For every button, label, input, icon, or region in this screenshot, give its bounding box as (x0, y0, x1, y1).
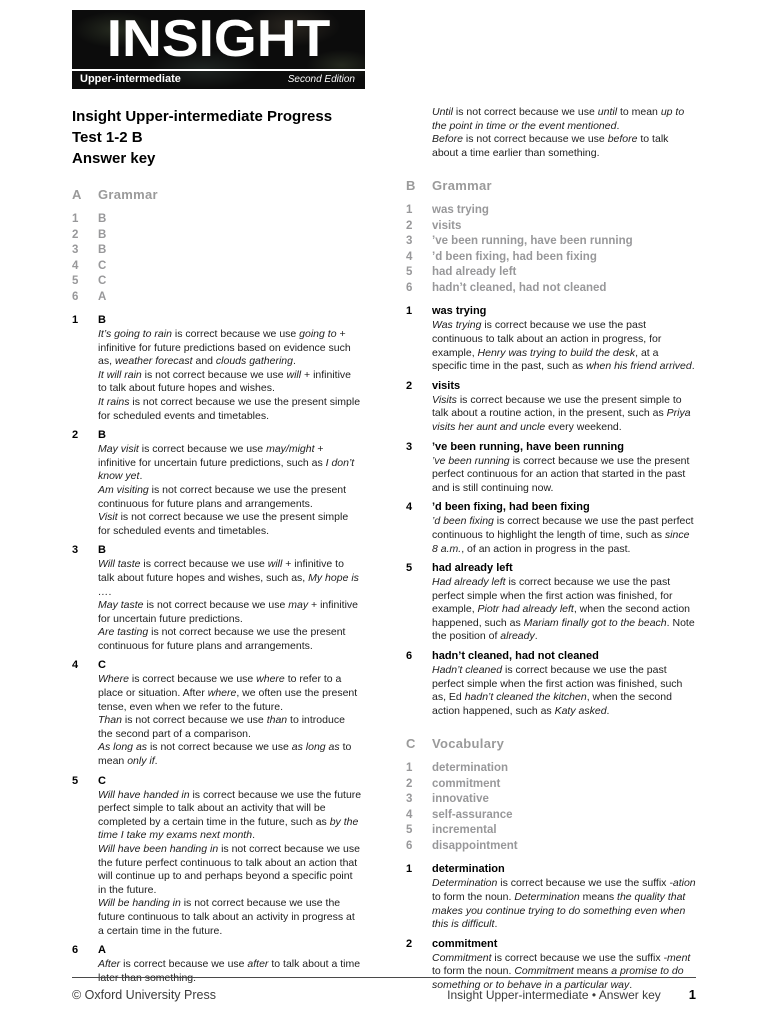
answer-text: was trying (432, 204, 489, 217)
explanation-body (406, 576, 696, 644)
answer-number: 5 (406, 824, 413, 837)
answer-row (406, 839, 696, 855)
explanation-item (72, 543, 362, 653)
section-heading (406, 736, 696, 751)
answer-row (406, 281, 696, 297)
explanation-paragraph: Visit is not correct because we use the present simple for scheduled events and timetables. (98, 511, 349, 537)
answer-text: determination (432, 762, 509, 775)
explanation-paragraph: May taste is not correct because we use may + infinitive for uncertain future predictions. (98, 599, 359, 625)
explanation-item (406, 500, 696, 556)
answer-row (72, 290, 362, 306)
explanation-body (72, 328, 362, 423)
explanation-body (72, 443, 362, 538)
answer-text: C (98, 259, 107, 272)
explanation-item (72, 428, 362, 538)
answer-text: self-assurance (432, 808, 513, 821)
explanation-number: 5 (72, 774, 79, 787)
explanation-heading (72, 313, 362, 327)
explanation-item (406, 561, 696, 644)
explanation-item (406, 649, 696, 718)
explanation-item (406, 304, 696, 373)
explanation-number: 5 (406, 562, 413, 575)
explanation-item (72, 658, 362, 768)
footer-right (447, 987, 696, 1002)
explanation-paragraph: It rains is not correct because we use the present simple for scheduled events and timetables. (98, 395, 361, 422)
answer-row (72, 212, 362, 228)
answer-text: commitment (432, 777, 501, 790)
explanation-paragraph: Before is not correct because we use before to talk about a time earlier than something. (432, 133, 669, 159)
explanation-body (406, 394, 696, 435)
explanation-number: 1 (406, 305, 413, 318)
answer-text: visits (432, 219, 462, 232)
explanation-paragraph: Will taste is correct because we use will + infinitive to talk about future hopes and wishes, such as, My hope is …. (98, 558, 359, 598)
footer-credit-text: Insight Upper-intermediate • Answer key (447, 988, 661, 1002)
answer-text: innovative (432, 793, 489, 806)
explanation-paragraph: Hadn’t cleaned is correct because we use the past perfect simple when the first action was finished, such as, Ed hadn’t cleaned the kitchen, when the second action happened, such as Katy asked. (432, 664, 683, 717)
explanation-paragraph: It will rain is not correct because we use will + infinitive to talk about future hopes and wishes. (98, 368, 352, 395)
explanation-body (406, 319, 696, 373)
answer-row (406, 203, 696, 219)
answer-row (406, 234, 696, 250)
explanation-item (406, 440, 696, 496)
answer-text: B (98, 244, 107, 256)
answer-number: 1 (406, 204, 413, 217)
explanation-heading (406, 561, 696, 575)
right-column (406, 106, 696, 993)
explanations-list (406, 304, 696, 718)
explanation-number: 2 (406, 937, 413, 950)
answer-text: B (98, 228, 107, 241)
section-letter: B (406, 178, 416, 194)
explanation-answer: B (98, 544, 106, 557)
copyright-text: © Oxford University Press (72, 988, 216, 1002)
explanation-heading (406, 304, 696, 318)
explanation-number: 3 (406, 440, 413, 453)
section-c-vocabulary (406, 736, 696, 992)
section-b-grammar (406, 178, 696, 718)
section-heading (72, 187, 362, 202)
explanation-answer: C (98, 774, 106, 787)
explanation-answer: visits (432, 379, 461, 392)
explanation-paragraph: Will be handing in is not correct because we use the future continuous to talk about an activity in progress at a certain time in the future. (98, 897, 355, 937)
explanation-paragraph: Commitment is correct because we use the suffix -ment to form the noun. Commitment means a promise to do something or to behave in a particular way. (432, 951, 691, 991)
logo-edition-label: Second Edition (287, 73, 355, 85)
answer-number: 4 (406, 808, 413, 821)
explanation-number: 4 (406, 501, 413, 514)
logo-title: INSIGHT (106, 10, 331, 68)
answer-row (406, 808, 696, 824)
answer-number: 4 (72, 259, 79, 272)
section-title: Vocabulary (432, 736, 505, 752)
explanation-paragraph: Visits is correct because we use the present simple to talk about a routine action, in the present, such as Priya visits her aunt and uncle every weekend. (432, 393, 691, 433)
logo-level-label: Upper-intermediate (80, 73, 181, 85)
answer-number: 1 (72, 213, 79, 225)
explanation-heading (72, 658, 362, 672)
explanations-list (72, 313, 362, 985)
answers-list (406, 203, 696, 296)
explanation-heading (72, 943, 362, 957)
answer-row (72, 243, 362, 259)
explanation-heading (406, 440, 696, 454)
answer-row (406, 792, 696, 808)
left-column (72, 106, 362, 993)
explanation-answer: was trying (432, 305, 487, 318)
explanation-body (406, 455, 696, 496)
explanation-paragraph: Will have been handing in is not correct because we use the future perfect continuous to talk about an action that will continue up to and perhaps beyond a specific point in the future. (98, 843, 360, 896)
explanation-body (406, 515, 696, 556)
answer-row (406, 265, 696, 281)
answer-number: 3 (406, 793, 413, 806)
explanation-answer: ’d been fixing, had been fixing (432, 501, 590, 514)
answer-text: hadn’t cleaned, had not cleaned (432, 281, 607, 294)
answer-number: 5 (72, 275, 79, 287)
explanation-body (72, 789, 362, 939)
explanation-number: 4 (72, 659, 79, 672)
answer-text: C (98, 275, 107, 287)
explanation-paragraph: Had already left is correct because we use the past perfect simple when the first action was finished, for example, Piotr had already left, when the second action happened, such as Mariam finally got to the beach. Note the position of already. (432, 576, 695, 643)
answer-number: 6 (406, 281, 413, 294)
answer-text: disappointment (432, 839, 518, 852)
explanation-body (72, 673, 362, 768)
insight-logo (72, 10, 365, 89)
explanation-paragraph: Until is not correct because we use until to mean up to the point in time or the event mentioned. (432, 106, 685, 132)
explanation-heading (406, 937, 696, 951)
explanation-paragraph: Than is not correct because we use than to introduce the second part of a comparison. (98, 714, 345, 740)
explanation-number: 2 (406, 379, 413, 392)
explanation-heading (406, 379, 696, 393)
explanation-paragraph: After is correct because we use after to talk about a time later than something. (98, 958, 361, 984)
explanation-answer: B (98, 314, 106, 326)
explanation-number: 3 (72, 544, 79, 557)
answer-row (406, 823, 696, 839)
explanation-paragraph: Determination is correct because we use the suffix -ation to form the noun. Determination means the quality that makes you continue trying to do something even when this is difficult. (432, 877, 696, 931)
explanation-paragraph: Am visiting is not correct because we use the present continuous for future plans and arrangements. (98, 483, 347, 510)
answer-row (72, 228, 362, 244)
explanation-answer: determination (432, 863, 505, 876)
explanation-body (406, 877, 696, 931)
answer-number: 2 (72, 228, 79, 241)
answer-row (406, 761, 696, 777)
explanations-list (406, 862, 696, 992)
explanation-answer: had already left (432, 562, 513, 575)
answer-number: 6 (406, 839, 413, 852)
explanation-item (406, 862, 696, 931)
answers-list (406, 761, 696, 854)
explanation-heading (406, 500, 696, 514)
section-title: Grammar (432, 178, 492, 194)
doc-title-main: Insight Upper-intermediate Progress Test 1-2 B (72, 108, 333, 146)
page-number: 1 (688, 987, 696, 1002)
doc-title-sub: Answer key (72, 150, 156, 167)
explanation-answer: hadn’t cleaned, had not cleaned (432, 650, 599, 663)
answer-number: 4 (406, 250, 413, 263)
explanation-heading (72, 428, 362, 442)
answer-text: ’d been fixing, had been fixing (432, 250, 597, 263)
explanation-answer: B (98, 429, 106, 442)
answer-text: had already left (432, 266, 517, 279)
answer-text: A (98, 290, 107, 303)
answer-row (72, 274, 362, 290)
answer-row (406, 250, 696, 266)
explanation-item (72, 313, 362, 423)
explanation-paragraph: Will have handed in is correct because we use the future perfect simple to talk about an activity that will be completed by a certain time in the future, such as by the time I take my exams next month. (98, 788, 362, 842)
explanation-answer: ’ve been running, have been running (432, 440, 624, 453)
section-letter: A (72, 187, 82, 202)
explanation-answer: A (98, 944, 106, 957)
answer-number: 1 (406, 762, 413, 775)
explanation-item (406, 379, 696, 435)
answer-row (406, 777, 696, 793)
explanation-paragraph: Where is correct because we use where to refer to a place or situation. After where, we often use the present tense, even when we refer to the future. (98, 673, 358, 713)
explanation-number: 1 (72, 314, 79, 326)
explanation-paragraph: May visit is correct because we use may/might + infinitive for uncertain future predictions, such as I don’t know yet. (98, 443, 355, 483)
explanation-heading (406, 862, 696, 876)
explanation-paragraph: ’d been fixing is correct because we use the past perfect continuous to highlight the length of time, such as since 8 a.m., of an action in progress in the past. (432, 515, 694, 555)
explanation-number: 1 (406, 863, 413, 876)
explanation-paragraph: It’s going to rain is correct because we use going to + infinitive for future predictions based on evidence such as, weather forecast and clouds gathering. (98, 328, 351, 368)
answer-number: 3 (406, 235, 413, 248)
answer-number: 2 (406, 777, 413, 790)
explanation-item (72, 774, 362, 939)
explanation-paragraph: Was trying is correct because we use the past continuous to talk about an action in progress, for example, Henry was trying to build the desk, at a specific time in the past, such as when his friend arrived. (432, 319, 695, 373)
section-a-grammar (72, 187, 362, 985)
answers-list (72, 212, 362, 305)
answer-text: ’ve been running, have been running (432, 235, 633, 248)
explanation-number: 6 (406, 650, 413, 663)
continuation-paragraphs (406, 106, 696, 160)
logo-bar (72, 69, 365, 89)
explanation-paragraph: Are tasting is not correct because we use the present continuous for future plans and arrangements. (98, 626, 346, 652)
section-heading (406, 178, 696, 193)
answer-number: 6 (72, 290, 79, 303)
answer-number: 3 (72, 244, 79, 256)
answer-row (72, 259, 362, 275)
explanation-paragraph: ’ve been running is correct because we use the present perfect continuous for an action that started in the past and is still continuing now. (432, 454, 690, 494)
explanation-answer: C (98, 659, 106, 672)
section-letter: C (406, 736, 416, 752)
explanation-paragraph: As long as is not correct because we use as long as to mean only if. (98, 741, 352, 768)
document-content (72, 106, 696, 993)
answer-text: B (98, 213, 107, 225)
page-title (72, 106, 362, 169)
answer-row (406, 219, 696, 235)
section-title: Grammar (98, 187, 158, 202)
explanation-heading (72, 774, 362, 788)
explanation-answer: commitment (432, 937, 498, 950)
page-footer (72, 977, 696, 1002)
explanation-number: 6 (72, 944, 79, 957)
answer-number: 5 (406, 266, 413, 279)
explanation-heading (72, 543, 362, 557)
answer-number: 2 (406, 219, 413, 232)
answer-text: incremental (432, 824, 497, 837)
explanation-body (406, 664, 696, 718)
explanation-body (72, 558, 362, 653)
explanation-number: 2 (72, 429, 79, 442)
explanation-heading (406, 649, 696, 663)
